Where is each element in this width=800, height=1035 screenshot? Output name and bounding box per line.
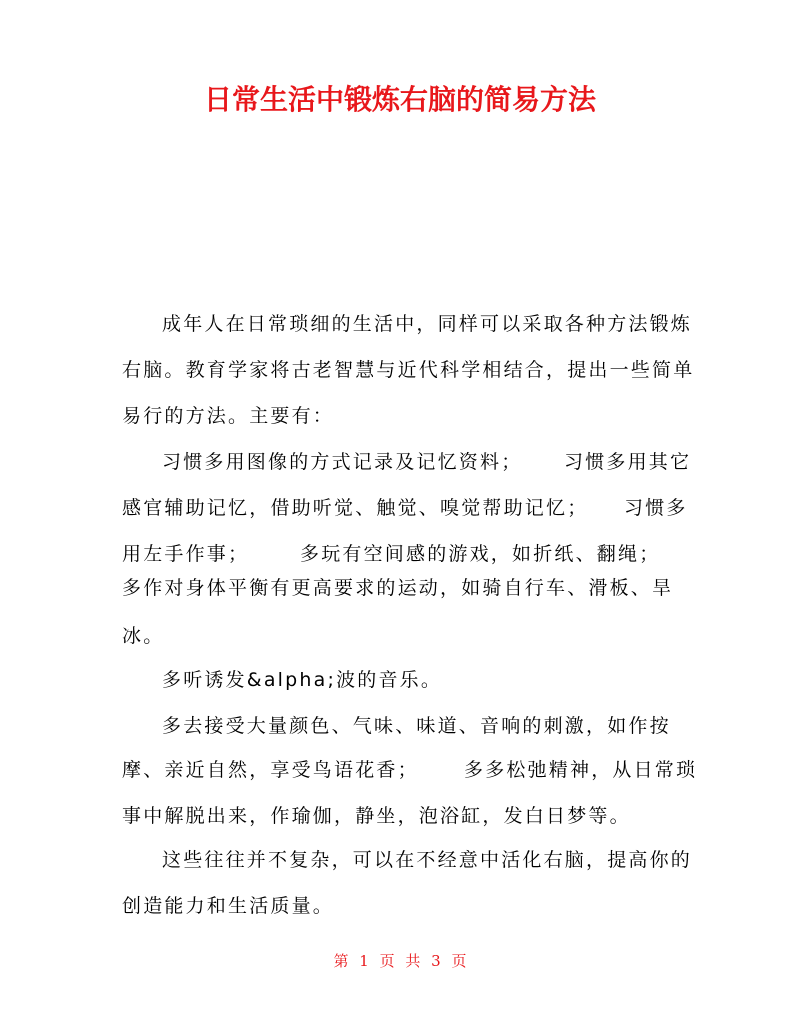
paragraph-line: 多听诱发&alpha;波的音乐。 [162,669,443,691]
paragraph-line: 多玩有空间感的游戏，如折纸、翻绳； [300,543,661,565]
paragraph-line: 习惯多 [624,497,688,519]
paragraph-line: 习惯多用图像的方式记录及记忆资料； [162,451,523,473]
paragraph-line: 右脑。教育学家将古老智慧与近代科学相结合，提出一些简单 [122,359,695,381]
paragraph-line: 易行的方法。主要有： [122,405,335,427]
paragraph-line: 感官辅助记忆，借助听觉、触觉、嗅觉帮助记忆； [122,497,589,519]
paragraph-line: 这些往往并不复杂，可以在不经意中活化右脑，提高你的 [162,849,693,871]
document-title: 日常生活中锻炼右脑的简易方法 [203,83,596,116]
paragraph-line: 摩、亲近自然，享受鸟语花香； [122,759,419,781]
paragraph-line: 事中解脱出来，作瑜伽，静坐，泡浴缸，发白日梦等。 [122,805,631,827]
paragraph-line: 用左手作事； [122,543,250,565]
paragraph-line: 成年人在日常琐细的生活中，同样可以采取各种方法锻炼 [162,313,693,335]
paragraph-line: 多作对身体平衡有更高要求的运动，如骑自行车、滑板、旱 [122,577,674,599]
paragraph-line: 多多松弛精神，从日常琐 [464,759,698,781]
paragraph-line: 多去接受大量颜色、气味、味道、音响的刺激，如作按 [162,715,671,737]
paragraph-line: 冰。 [122,625,165,647]
page-number-footer: 第 1 页 共 3 页 [333,952,467,970]
paragraph-line: 创造能力和生活质量。 [122,895,335,917]
paragraph-line: 习惯多用其它 [564,451,692,473]
